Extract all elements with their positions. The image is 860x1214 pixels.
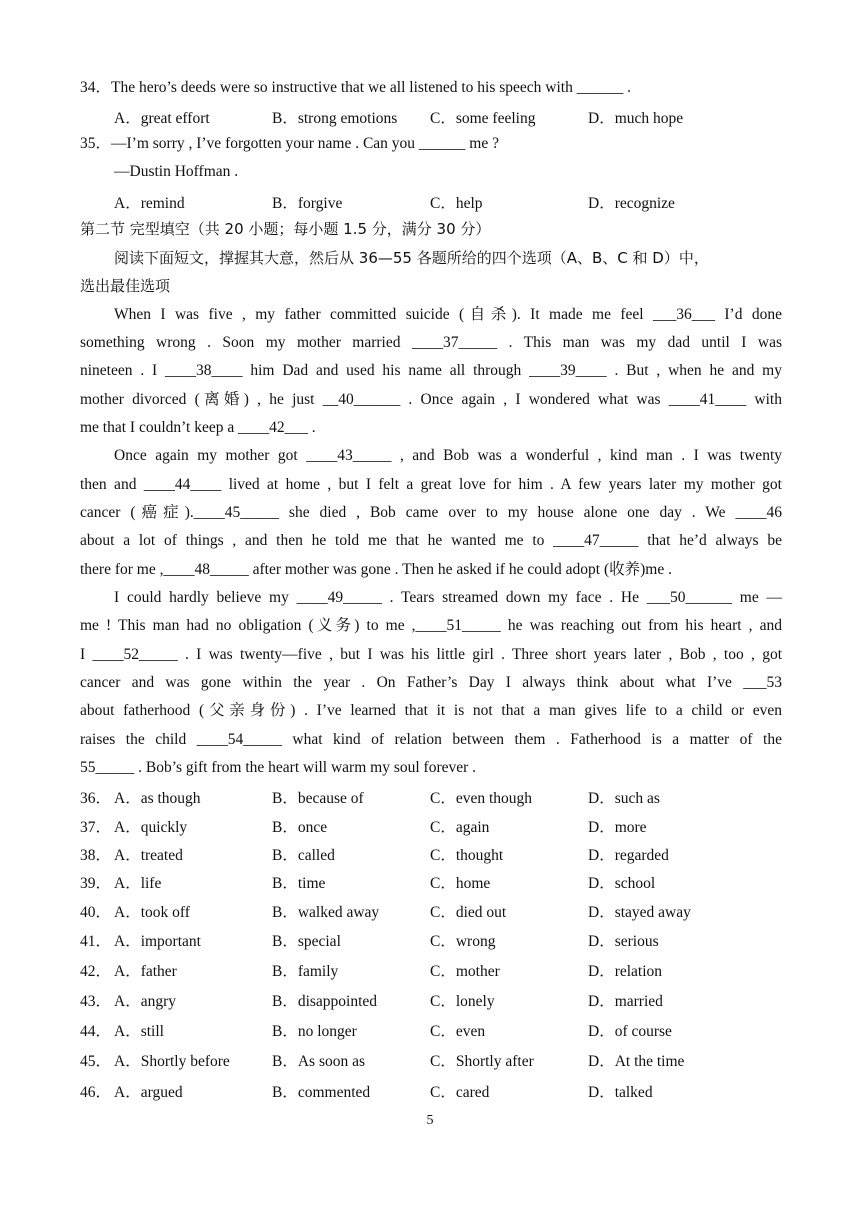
passage-line-12: me ! This man had no obligation (义务) to me ,____51_____ he was reaching out from his heart , and: [80, 617, 782, 634]
choice-c: C．Shortly after: [430, 1053, 534, 1070]
choice-number: 40．: [80, 904, 112, 921]
choice-d: D．married: [588, 993, 663, 1010]
choice-number: 44．: [80, 1023, 112, 1040]
choice-a: A．took off: [114, 904, 190, 921]
choice-a: A．father: [114, 963, 177, 980]
choice-row-39: [80, 871, 782, 893]
choice-d: D．such as: [588, 790, 660, 807]
section-instruction-2: [80, 276, 170, 296]
question-34-stem: [80, 78, 631, 98]
choice-c: C．lonely: [430, 993, 495, 1010]
choice-c: C．died out: [430, 904, 507, 921]
choice-d: D．talked: [588, 1084, 653, 1101]
choice-b: B．commented: [272, 1084, 371, 1101]
choice-c: C．even though: [430, 790, 533, 807]
choice-b: B．once: [272, 819, 328, 836]
section-heading-text: 第二节 完型填空（共 20 小题；每小题 1.5 分，满分 30 分）: [80, 220, 491, 238]
passage-line-10: there for me ,____48_____ after mother was gone . Then he asked if he could adopt (收养)me .: [80, 561, 672, 578]
choice-b: B．As soon as: [272, 1053, 366, 1070]
q35-option-c: C．help: [430, 195, 483, 212]
choice-c: C．home: [430, 875, 491, 892]
choice-row-43: [80, 989, 782, 1011]
q35-stem-text: 35．—I’m sorry , I’ve forgotten your name . Can you ______ me ?: [80, 135, 499, 152]
choice-number: 42．: [80, 963, 112, 980]
q34-option-a: A．great effort: [114, 110, 210, 127]
q34-option-b: B．strong emotions: [272, 110, 398, 127]
choice-c: C．cared: [430, 1084, 490, 1101]
passage-line-4: mother divorced (离婚) , he just __40______ . Once again , I wondered what was ____41____ with: [80, 391, 782, 408]
passage-line-13: I ____52_____ . I was twenty—five , but I was his little girl . Three short years later , Bob , too , got: [80, 646, 782, 663]
instruction-text-2: 选出最佳选项: [80, 277, 171, 295]
choice-number: 43．: [80, 993, 112, 1010]
choice-c: C．even: [430, 1023, 486, 1040]
q35-answer-text: —Dustin Hoffman .: [114, 163, 239, 180]
choice-b: B．disappointed: [272, 993, 378, 1010]
question-35-options: [80, 191, 782, 213]
passage-line-1: When I was five , my father committed suicide (自杀). It made me feel ___36___ I’d done: [114, 306, 782, 323]
choice-d: D．serious: [588, 933, 659, 950]
page-number: 5: [426, 1113, 434, 1128]
choice-d: D．At the time: [588, 1053, 685, 1070]
choice-a: A．important: [114, 933, 201, 950]
choice-b: B．time: [272, 875, 326, 892]
choice-row-45: [80, 1049, 782, 1071]
choice-a: A．treated: [114, 847, 183, 864]
passage-line-17: 55_____ . Bob’s gift from the heart will warm my soul forever .: [80, 759, 477, 776]
q35-option-d: D．recognize: [588, 195, 675, 212]
choice-d: D．more: [588, 819, 647, 836]
choice-b: B．special: [272, 933, 341, 950]
choice-a: A．as though: [114, 790, 201, 807]
choice-c: C．thought: [430, 847, 504, 864]
passage-line-14: cancer and was gone within the year . On Father’s Day I always think about what I’ve ___53: [80, 674, 782, 691]
choice-number: 39．: [80, 875, 112, 892]
passage-line-11: I could hardly believe my ____49_____ . Tears streamed down my face . He ___50______ me —: [114, 589, 782, 606]
q34-option-c: C．some feeling: [430, 110, 536, 127]
choice-a: A．still: [114, 1023, 164, 1040]
q35-option-b: B．forgive: [272, 195, 343, 212]
passage-line-5: me that I couldn’t keep a ____42___ .: [80, 419, 316, 436]
section-heading: [80, 219, 490, 239]
q34-stem-text: 34．The hero’s deeds were so instructive that we all listened to his speech with ______ .: [80, 79, 631, 96]
choice-b: B．because of: [272, 790, 364, 807]
q34-option-d: D．much hope: [588, 110, 684, 127]
choice-d: D．stayed away: [588, 904, 691, 921]
choice-row-38: [80, 843, 782, 865]
section-instruction-1: [114, 248, 709, 268]
choice-a: A．life: [114, 875, 162, 892]
passage-line-8: cancer (癌症).____45_____ she died , Bob came over to my house alone one day . We ____46: [80, 504, 782, 521]
passage-line-6: Once again my mother got ____43_____ , and Bob was a wonderful , kind man . I was twenty: [114, 447, 782, 464]
passage-line-7: then and ____44____ lived at home , but I felt a great love for him . A few years later my mother got: [80, 476, 782, 493]
choice-number: 41．: [80, 933, 112, 950]
passage-line-16: raises the child ____54_____ what kind of relation between them . Fatherhood is a matter of the: [80, 731, 782, 748]
question-35-stem: [80, 134, 499, 154]
choice-row-44: [80, 1019, 782, 1041]
choice-b: B．no longer: [272, 1023, 357, 1040]
passage-line-3: nineteen . I ____38____ him Dad and used his name all through ____39____ . But , when he and my: [80, 362, 782, 379]
passage-line-2: something wrong . Soon my mother married ____37_____ . This man was my dad until I was: [80, 334, 782, 351]
choice-c: C．wrong: [430, 933, 496, 950]
choice-row-40: [80, 900, 782, 922]
choice-row-46: [80, 1080, 782, 1102]
choice-d: D．of course: [588, 1023, 672, 1040]
q35-option-a: A．remind: [114, 195, 185, 212]
choice-number: 46．: [80, 1084, 112, 1101]
choice-number: 45．: [80, 1053, 112, 1070]
question-35-answer-line: [114, 162, 238, 182]
choice-c: C．again: [430, 819, 490, 836]
choice-row-42: [80, 959, 782, 981]
instruction-text-1: 阅读下面短文，撑握其大意，然后从 36—55 各题所给的四个选项（A、B、C 和 D）中，: [114, 249, 709, 267]
choice-d: D．relation: [588, 963, 663, 980]
choice-a: A．Shortly before: [114, 1053, 230, 1070]
choice-a: A．argued: [114, 1084, 183, 1101]
choice-d: D．regarded: [588, 847, 669, 864]
choice-b: B．walked away: [272, 904, 380, 921]
choice-number: 38．: [80, 847, 112, 864]
choice-number: 37．: [80, 819, 112, 836]
choice-a: A．angry: [114, 993, 176, 1010]
choice-number: 36．: [80, 790, 112, 807]
choice-d: D．school: [588, 875, 656, 892]
passage-line-15: about fatherhood (父亲身份) . I’ve learned that it is not that a man gives life to a child or even: [80, 702, 782, 719]
choice-a: A．quickly: [114, 819, 188, 836]
passage-line-9: about a lot of things , and then he told me that he wanted me to ____47_____ that he’d always be: [80, 532, 782, 549]
choice-row-41: [80, 929, 782, 951]
choice-row-37: [80, 815, 782, 837]
question-34-options: [80, 106, 782, 128]
choice-c: C．mother: [430, 963, 500, 980]
choice-b: B．family: [272, 963, 339, 980]
choice-b: B．called: [272, 847, 335, 864]
choice-row-36: [80, 786, 782, 808]
